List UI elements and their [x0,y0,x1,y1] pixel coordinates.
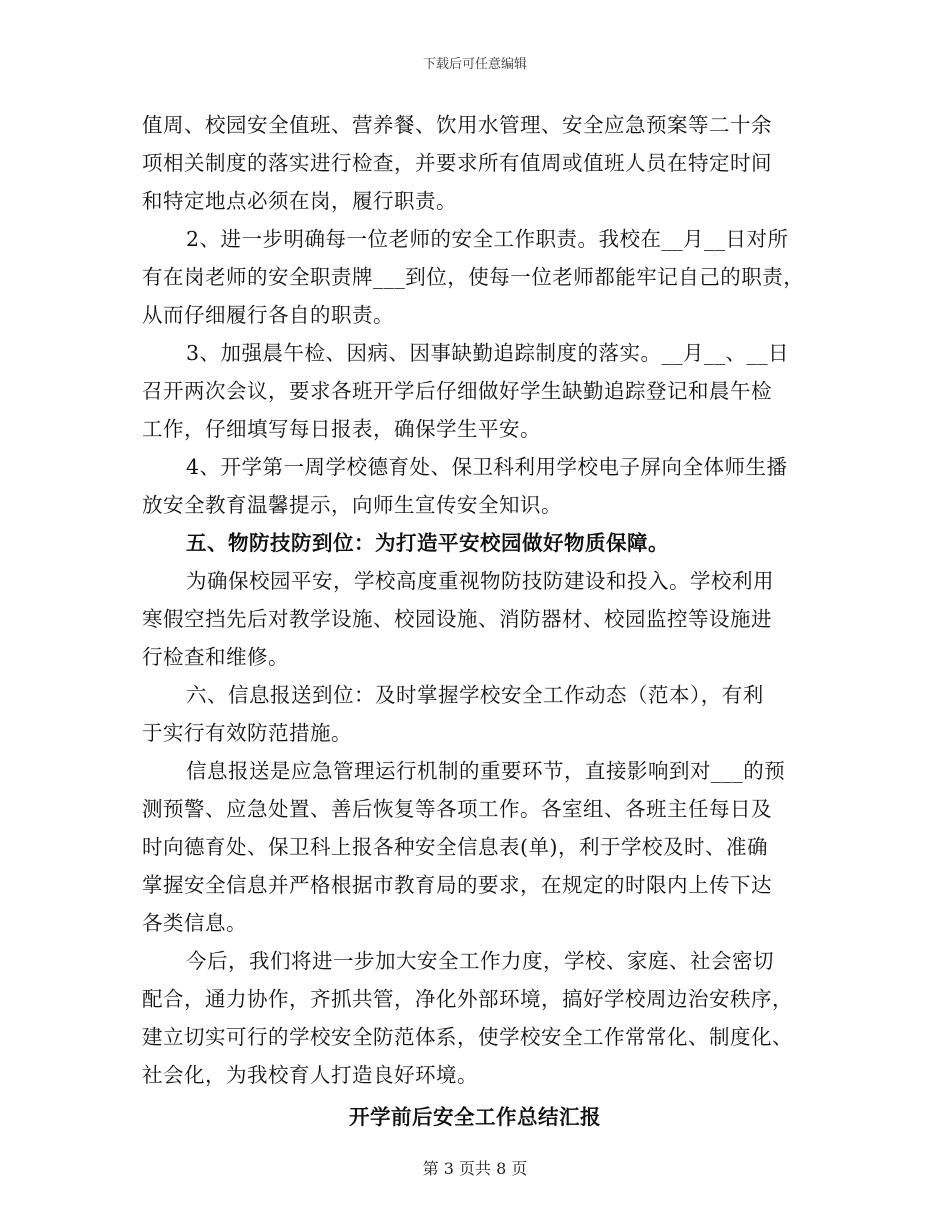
body-line: 值周、校园安全值班、营养餐、饮用水管理、安全应急预案等二十余 [142,113,772,137]
body-line: 召开两次会议，要求各班开学后仔细做好学生缺勤追踪登记和晨午检 [142,379,772,403]
body-line: 4、开学第一周学校德育处、保卫科利用学校电子屏向全体师生播 [186,455,788,479]
body-line: 时向德育处、保卫科上报各种安全信息表(单)，利于学校及时、准确 [142,835,768,859]
body-line: 今后，我们将进一步加大安全工作力度，学校、家庭、社会密切 [186,949,774,973]
body-line: 寒假空挡先后对教学设施、校园设施、消防器材、校园监控等设施进 [142,607,772,631]
body-line: 为确保校园平安，学校高度重视物防技防建设和投入。学校利用 [186,569,774,593]
section-heading: 六、信息报送到位：及时掌握学校安全工作动态（范本），有利 [186,683,764,707]
body-line: 项相关制度的落实进行检查，并要求所有值周或值班人员在特定时间 [142,151,772,175]
body-line: 3、加强晨午检、因病、因事缺勤追踪制度的落实。__月__、__日 [186,341,790,365]
body-line: 社会化，为我校育人打造良好环境。 [142,1063,478,1087]
body-line: 掌握安全信息并严格根据市教育局的要求，在规定的时限内上传下达 [142,873,772,897]
next-section-title: 开学前后安全工作总结汇报 [349,1105,601,1129]
body-line: 建立切实可行的学校安全防范体系，使学校安全工作常常化、制度化、 [142,1025,793,1049]
body-line: 从而仔细履行各自的职责。 [142,303,394,327]
body-line: 放安全教育温馨提示，向师生宣传安全知识。 [142,493,562,517]
body-line: 测预警、应急处置、善后恢复等各项工作。各室组、各班主任每日及 [142,797,772,821]
body-line: 于实行有效防范措施。 [142,721,352,745]
body-line: 2、进一步明确每一位老师的安全工作职责。我校在__月__日对所 [186,227,789,251]
body-line: 配合，通力协作，齐抓共管，净化外部环境，搞好学校周边治安秩序， [142,987,793,1011]
body-line: 工作，仔细填写每日报表，确保学生平安。 [142,417,541,441]
body-line: 信息报送是应急管理运行机制的重要环节，直接影响到对___的预 [186,759,786,783]
section-heading: 五、物防技防到位：为打造平安校园做好物质保障。 [186,531,669,555]
document-body [142,106,808,1136]
body-line: 各类信息。 [142,911,247,935]
body-line: 和特定地点必须在岗，履行职责。 [142,189,457,213]
body-line: 有在岗老师的安全职责牌___到位，使每一位老师都能牢记自己的职责， [142,265,805,289]
page-header-note: 下载后可任意编辑 [422,57,527,72]
body-line: 行检查和维修。 [142,645,289,669]
page-footer-page-number: 第 3 页共 8 页 [422,1159,528,1178]
